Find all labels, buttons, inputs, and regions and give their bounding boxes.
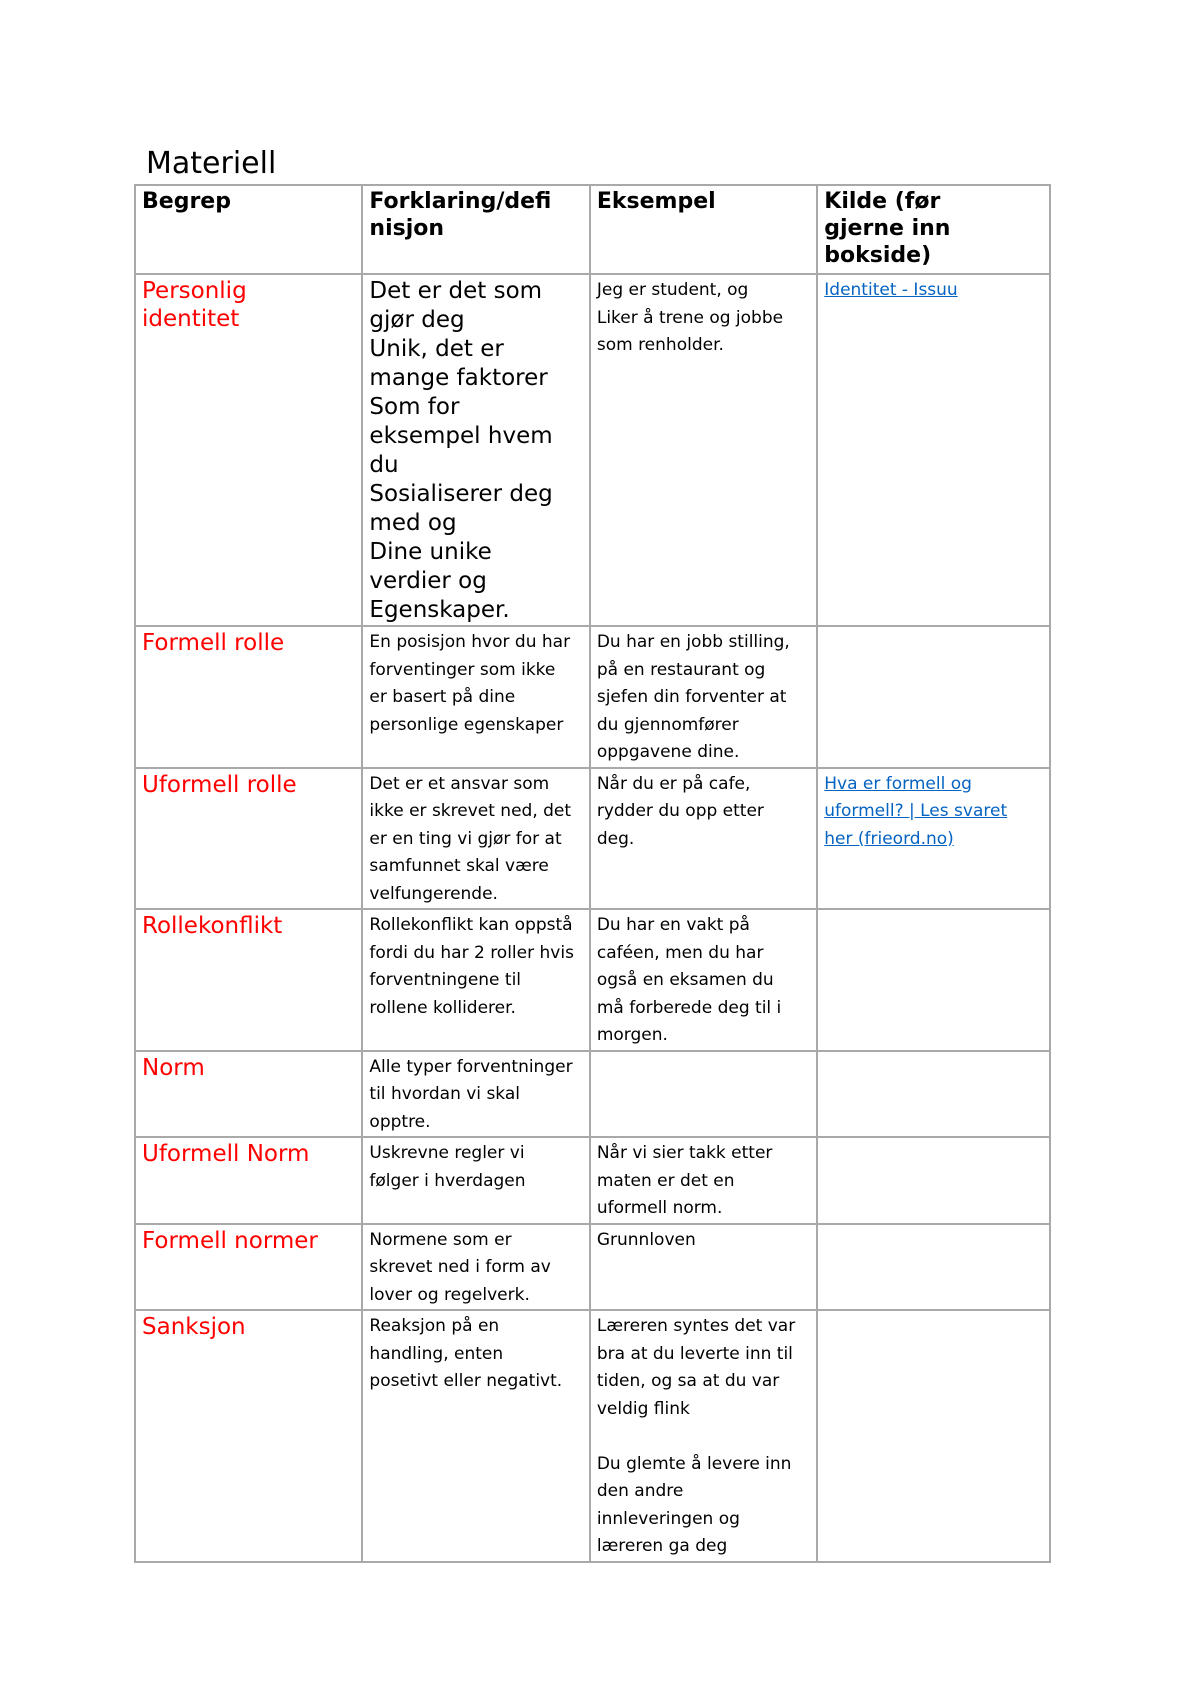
example-text: Jeg er student, og Liker å trene og jobbe som renholder.: [596, 280, 784, 355]
term-cell: [135, 626, 362, 768]
definition-cell: [362, 274, 589, 626]
term-cell: [135, 1310, 362, 1562]
table-row: [135, 1224, 1050, 1311]
term-label: Formell normer: [142, 1227, 318, 1254]
definition-cell: [362, 768, 589, 910]
header-begrep: Begrep: [142, 189, 231, 214]
term-label: Sanksjon: [142, 1314, 246, 1340]
example-cell: [590, 1224, 817, 1311]
example-text: Når vi sier takk etter maten er det en uformell norm.: [596, 1143, 773, 1218]
table-row: [135, 626, 1050, 768]
source-cell: [817, 274, 1050, 626]
table-row: [135, 274, 1050, 626]
example-cell: [590, 274, 817, 626]
header-cell: [590, 185, 817, 274]
source-cell: [817, 909, 1050, 1051]
table-row: [135, 909, 1050, 1051]
definition-text: Det er det som gjør deg Unik, det er mange faktorer Som for eksempel hvem du Sosialiserer deg med og Dine unike verdier og Egenskaper.: [369, 278, 553, 623]
table-row: [135, 1051, 1050, 1138]
example-cell: [590, 909, 817, 1051]
example-cell: [590, 768, 817, 910]
term-cell: [135, 909, 362, 1051]
example-cell: [590, 1137, 817, 1224]
example-text: Du har en jobb stilling, på en restaurant og sjefen din forventer at du gjennomfører oppgavene dine.: [596, 632, 790, 762]
definition-text: Normene som er skrevet ned i form av lover og regelverk.: [369, 1229, 551, 1305]
term-label: Rollekonflikt: [142, 913, 283, 939]
header-kilde: Kilde (før gjerne inn bokside): [824, 189, 951, 268]
example-cell: [590, 1310, 817, 1562]
source-cell: [817, 626, 1050, 768]
example-text: Du har en vakt på caféen, men du har også en eksamen du må forberede deg til i morgen.: [596, 915, 782, 1045]
source-link[interactable]: Hva er formell og uformell? | Les svaret her (frieord.no): [824, 773, 1008, 849]
table-header-row: [135, 185, 1050, 274]
concept-table: [134, 184, 1051, 1563]
definition-text: Reaksjon på en handling, enten posetivt eller negativt.: [369, 1316, 563, 1391]
definition-text: Det er et ansvar som ikke er skrevet ned, det er en ting vi gjør for at samfunnet skal være velfungerende.: [369, 773, 572, 904]
source-cell: [817, 1051, 1050, 1138]
table-row: [135, 1310, 1050, 1562]
term-label: Uformell rolle: [142, 771, 297, 798]
definition-cell: [362, 1224, 589, 1311]
definition-cell: [362, 626, 589, 768]
term-cell: [135, 1137, 362, 1224]
definition-text: Alle typer forventninger til hvordan vi skal opptre.: [369, 1056, 573, 1132]
term-label: Personlig identitet: [142, 278, 247, 332]
definition-cell: [362, 909, 589, 1051]
term-cell: [135, 1224, 362, 1311]
page-title: Materiell: [146, 146, 277, 181]
example-text: Grunnloven: [596, 1229, 696, 1250]
header-forklaring: Forklaring/defi nisjon: [369, 189, 552, 241]
definition-text: Rollekonflikt kan oppstå fordi du har 2 roller hvis forventningene til rollene kolliderer.: [369, 915, 574, 1018]
definition-text: En posisjon hvor du har forventinger som ikke er basert på dine personlige egenskaper: [369, 632, 571, 735]
term-cell: [135, 768, 362, 910]
example-cell: [590, 1051, 817, 1138]
term-cell: [135, 1051, 362, 1138]
example-cell: [590, 626, 817, 768]
source-link[interactable]: Identitet - Issuu: [824, 280, 958, 300]
table-row: [135, 1137, 1050, 1224]
definition-cell: [362, 1051, 589, 1138]
definition-cell: [362, 1137, 589, 1224]
term-label: Formell rolle: [142, 630, 285, 656]
header-cell: [135, 185, 362, 274]
header-eksempel: Eksempel: [596, 189, 716, 214]
header-cell: [817, 185, 1050, 274]
term-cell: [135, 274, 362, 626]
definition-text: Uskrevne regler vi følger i hverdagen: [369, 1143, 526, 1191]
example-text: Når du er på cafe, rydder du opp etter deg.: [596, 773, 764, 849]
definition-cell: [362, 1310, 589, 1562]
source-cell: [817, 1224, 1050, 1311]
table-row: [135, 768, 1050, 910]
term-label: Uformell Norm: [142, 1141, 310, 1167]
header-cell: [362, 185, 589, 274]
source-cell: [817, 1137, 1050, 1224]
source-cell: [817, 768, 1050, 910]
example-text: Læreren syntes det var bra at du leverte inn til tiden, og sa at du var veldig flink Du glemte å levere inn den andre innleveringen og læreren ga deg: [596, 1316, 796, 1556]
source-cell: [817, 1310, 1050, 1562]
term-label: Norm: [142, 1054, 205, 1081]
